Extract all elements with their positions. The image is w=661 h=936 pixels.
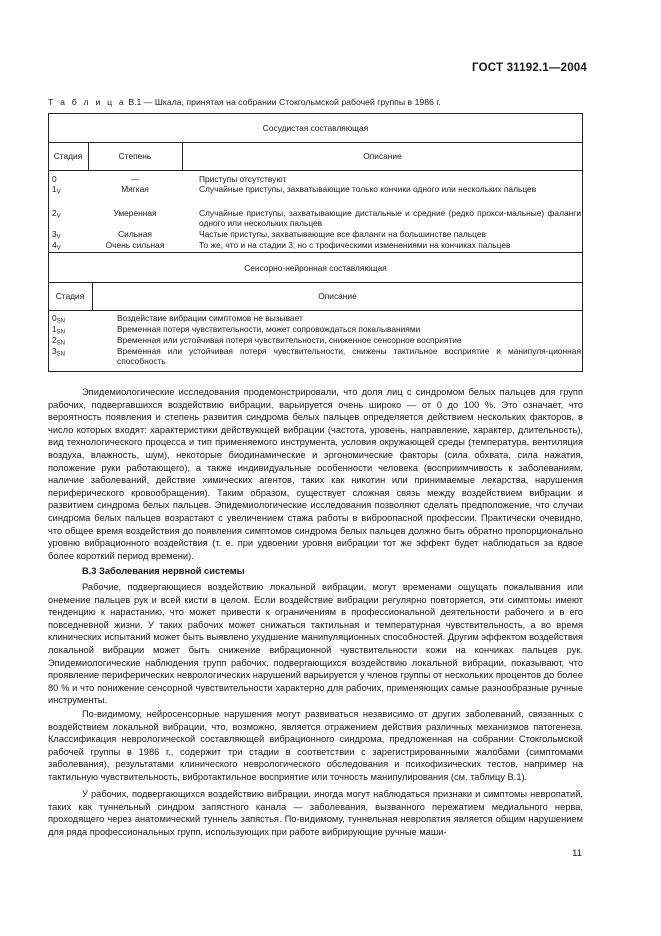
- body-paragraph-3: [48, 708, 583, 784]
- paragraph-text: У рабочих, подвергающихся воздействию вибрации, иногда могут наблюдаться признаки и симптомы невропатий, таких как туннельный синдром запястного канала — заболевания, вызванного пережатием медиального нерва, проходящего через анатомический туннель запястья. По-видимому, туннельная невропатия является общим нарушением для ряда профессиональных групп, использующих при работе вибрирующие ручные маши-: [48, 789, 583, 837]
- stage-subscript: SN: [56, 340, 66, 347]
- stage-number: 0: [52, 313, 57, 323]
- stage-number: 3: [52, 346, 57, 356]
- table-rule-sensorineural-title: [48, 282, 583, 283]
- table-rule-vascular-colhead: [48, 170, 583, 171]
- stage-subscript: V: [56, 213, 61, 220]
- stage-number: 1: [52, 184, 57, 194]
- description-cell: Частые приступы, захватывающие все фаланги на большинстве пальцев: [199, 229, 486, 239]
- degree-cell: Сильная: [118, 229, 152, 239]
- degree-cell: Умеренная: [113, 208, 157, 218]
- description-cell: То же, что и на стадии 3, но с трофическими изменениями на кончиках пальцев: [199, 240, 511, 250]
- stage-subscript: SN: [56, 351, 66, 358]
- paragraph-text: Рабочие, подвергающиеся воздействию локальной вибрации, могут временами ощущать покалывания или онемение пальцев рук и всей кисти в целом. Если воздействие вибрации регулярно повторяется, эти симптомы имеют тенденцию к нарастанию, что может привести к ограничениям в профессиональной деятельности рабочего и в его повседневной жизни. У таких рабочих может снижаться тактильная и температурная чувствительность, а во время клинических испытаний может быть выявлено ухудшение манипуляционных способностей. Другим эффектом воздействия локальной вибрации может быть снижение вибрационной чувствительности кожи на кончиках пальцев рук. Эпидемиологические наблюдения групп рабочих, подвергающихся воздействию локальной вибрации, показывают, что проявление периферических неврологических нарушений варьируется у членов группы от нескольких процентов до более 80 % и что понижение сенсорной чувствительности характерно для рабочих, применяющих самые разнообразные ручные инструменты.: [48, 582, 583, 706]
- description-cell: Случайные приступы, захватывающие только кончики одного или нескольких пальцев: [199, 184, 537, 194]
- stage-number: 1: [52, 324, 57, 334]
- stage-number: 2: [52, 335, 57, 345]
- body-paragraph-4: [48, 788, 583, 838]
- degree-cell: Очень сильная: [105, 240, 165, 250]
- stage-subscript: V: [56, 189, 61, 196]
- description-cell: Воздействие вибрации симптомов не вызывает: [117, 313, 303, 323]
- document-header: ГОСТ 31192.1—2004: [472, 62, 587, 74]
- page-number: 11: [572, 848, 582, 859]
- stage-cell: [52, 184, 61, 198]
- stage-subscript: SN: [56, 318, 66, 325]
- vascular-col-degree: Степень: [118, 151, 152, 161]
- description-cell: Временная или устойчивая потеря чувствительности, снижены тактильное восприятие и манипуля-ционная способность: [117, 346, 581, 366]
- degree-cell: Мягкая: [121, 184, 149, 194]
- description-cell: Временная или устойчивая потеря чувствительности, сниженное сенсорное восприятие: [117, 335, 462, 345]
- stage-cell: [52, 346, 65, 360]
- section-heading: В.3 Заболевания нервной системы: [82, 566, 245, 576]
- body-paragraph-2: [48, 581, 583, 707]
- table-caption-text: В.1 — Шкала, принятая на собрании Стокгольмской рабочей группы в 1986 г.: [125, 97, 441, 107]
- stage-cell: [52, 174, 57, 184]
- paragraph-text: Эпидемиологические исследования продемонстрировали, что доля лиц с синдромом белых пальцев для групп рабочих, подвергавшихся воздействию вибрации, варьируется очень широко — от 0 до 100 %. Это означает, что вероятность появления и степень развития синдрома белых пальцев определяется действием нескольких факторов, в число которых входят: характеристики действующей вибрации (частота, уровень, направление, характер, длительность), вид технологического процесса и тип применяемого инструмента, условия окружающей среды (температура, вентиляция воздуха, влажность, шум), некоторые биодинамические и эргономические факторы (сила обхвата, сила нажатия, положение руки работающего), а также индивидуальные особенности человека (восприимчивость к заболеваниям, наличие заболеваний, действие химических агентов, таких как никотин или принимаемые лекарства, нарушения периферического кровообращения). Таким образом, существует сложная связь между воздействием вибрации и развитием синдрома белых пальцев. Эпидемиологические исследования позволяют сделать предположение, что случаи синдрома белых пальцев возрастают с увеличением стажа работы в виброопасной профессии. Практически очевидно, что общее время воздействия до появления симптомов синдрома белых пальцев должно быть обратно пропорционально уровню вибрационного воздействия (т. е. при удвоении уровня вибрации тот же эффект будет наблюдаться за вдвое более короткий период времени).: [48, 387, 583, 561]
- stage-subscript: SN: [56, 329, 66, 336]
- stage-subscript: V: [56, 245, 61, 252]
- body-paragraph-1: [48, 386, 583, 562]
- table-caption-prefix: Т а б л и ц а: [48, 97, 126, 107]
- stage-number: 4: [52, 240, 57, 250]
- stage-number: 3: [52, 229, 57, 239]
- table-rule-sensorineural-start: [48, 252, 583, 253]
- description-cell: Временная потеря чувствительности, может сопровождаться покалываниями: [117, 324, 421, 334]
- sensorineural-col-stage: Стадия: [55, 291, 85, 301]
- description-cell: Случайные приступы, захватывающие дистальные и средние (редко прокси-мальные) фаланги одного или нескольких пальцев: [199, 208, 581, 228]
- vascular-col-desc: Описание: [363, 151, 402, 161]
- description-cell: Приступы отсутствуют: [199, 174, 287, 184]
- stage-subscript: V: [56, 234, 61, 241]
- vascular-col-stage: Стадия: [53, 151, 83, 161]
- stage-cell: [52, 208, 61, 222]
- sensorineural-col-desc: Описание: [318, 291, 357, 301]
- degree-cell: —: [130, 174, 140, 184]
- stage-number: 0: [52, 174, 57, 184]
- sensorineural-section-title: Сенсорно-нейронная составляющая: [244, 263, 387, 273]
- table-rule-vascular-title: [48, 142, 583, 143]
- vascular-section-title: Сосудистая составляющая: [262, 123, 369, 133]
- table-caption: [48, 97, 441, 107]
- paragraph-text: По-видимому, нейросенсорные нарушения могут развиваться независимо от других заболеваний, связанных с воздействием локальной вибрации, что, возможно, является отражением действия различных механизмов патогенеза. Классификация неврологической составляющей вибрационного синдрома, предложенная на собрании Стокгольмской рабочей группы в 1986 г., содержит три стадии в соответствии с зарегистрированными жалобами (симптомами заболевания), результатами клинического неврологического обследования и психофизических тестов, например на тактильную чувствительность, вибротактильное восприятие или точность манипулирования (см. таблицу В.1).: [48, 709, 583, 782]
- stage-cell: [52, 240, 61, 254]
- stage-number: 2: [52, 208, 57, 218]
- table-rule-sensorineural-colhead: [48, 310, 583, 311]
